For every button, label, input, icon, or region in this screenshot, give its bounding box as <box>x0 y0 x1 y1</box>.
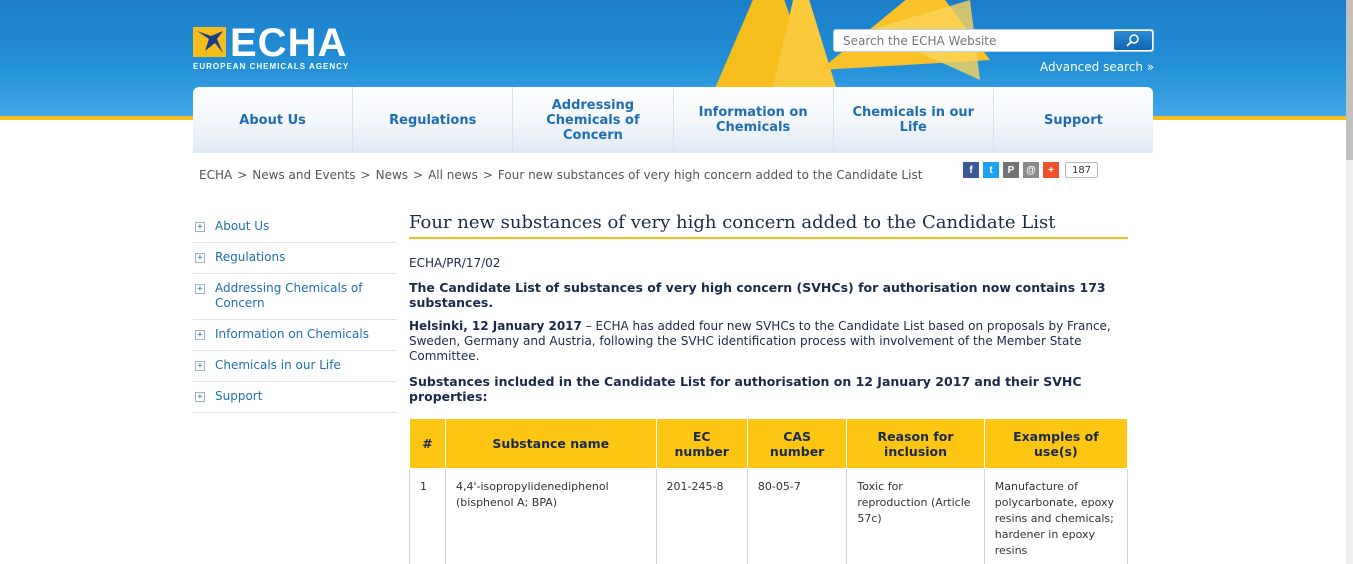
search-box <box>833 29 1154 52</box>
article-dateline: Helsinki, 12 January 2017 <box>409 319 582 333</box>
share-more-icon[interactable]: + <box>1043 162 1059 178</box>
sidebar-item-support[interactable] <box>193 382 397 413</box>
breadcrumb-separator: > <box>360 168 371 182</box>
cell-ec-number: 201-245-8 <box>656 469 747 564</box>
sidebar <box>193 212 397 413</box>
column-header-ec-number: EC number <box>656 419 747 469</box>
table-header-row <box>410 419 1128 469</box>
facebook-icon[interactable]: f <box>963 162 979 178</box>
email-icon[interactable]: @ <box>1023 162 1039 178</box>
table-row <box>410 469 1128 564</box>
advanced-search-link[interactable]: Advanced search » <box>1040 60 1155 74</box>
scrollbar-thumb[interactable] <box>1346 0 1353 160</box>
breadcrumb <box>199 168 922 182</box>
expand-plus-icon[interactable]: + <box>195 392 205 402</box>
share-bar <box>963 162 1098 178</box>
expand-plus-icon[interactable]: + <box>195 222 205 232</box>
sidebar-item-label: About Us <box>215 219 270 233</box>
echa-logo[interactable] <box>193 21 373 74</box>
main-nav <box>193 87 1153 153</box>
sidebar-item-about-us[interactable] <box>193 212 397 243</box>
cell-substance-name: 4,4'-isopropylidenediphenol (bisphenol A; BPA) <box>446 469 657 564</box>
search-button[interactable] <box>1114 31 1152 50</box>
sidebar-item-label: Information on Chemicals <box>215 327 369 341</box>
breadcrumb-current: Four new substances of very high concern added to the Candidate List <box>497 168 923 182</box>
column-header-reason: Reason for inclusion <box>847 419 984 469</box>
expand-plus-icon[interactable]: + <box>195 284 205 294</box>
twitter-icon[interactable]: t <box>983 162 999 178</box>
column-header-substance-name: Substance name <box>446 419 657 469</box>
cell-reason: Toxic for reproduction (Article 57c) <box>847 469 984 564</box>
article-lead: The Candidate List of substances of very high concern (SVHCs) for authorisation now contains 173 substances. <box>409 280 1106 310</box>
nav-information-on-chemicals[interactable]: Information on Chemicals <box>674 87 834 153</box>
breadcrumb-news[interactable]: News <box>375 168 409 182</box>
article-body-text: – ECHA has added four new SVHCs to the Candidate List based on proposals by France, Sweden, Germany and Austria, following the SVHC identification process with involvement of the Member State Committee. <box>409 319 1111 363</box>
cell-cas-number: 80-05-7 <box>747 469 846 564</box>
column-header-number: # <box>410 419 446 469</box>
column-header-cas-number: CAS number <box>747 419 846 469</box>
share-count: 187 <box>1065 162 1098 178</box>
breadcrumb-echa[interactable]: ECHA <box>199 168 233 182</box>
column-header-uses: Examples of use(s) <box>984 419 1127 469</box>
sidebar-item-information-on-chemicals[interactable] <box>193 320 397 351</box>
press-release-reference: ECHA/PR/17/02 <box>409 256 501 270</box>
nav-regulations[interactable]: Regulations <box>353 87 513 153</box>
logo-subtitle: EUROPEAN CHEMICALS AGENCY <box>193 62 350 71</box>
sidebar-item-chemicals-in-our-life[interactable] <box>193 351 397 382</box>
sidebar-item-label: Regulations <box>215 250 286 264</box>
page-title: Four new substances of very high concern added to the Candidate List <box>409 212 1128 239</box>
cell-number: 1 <box>410 469 446 564</box>
cell-uses: Manufacture of polycarbonate, epoxy resins and chemicals; hardener in epoxy resins <box>984 469 1127 564</box>
breadcrumb-separator: > <box>413 168 424 182</box>
search-input[interactable] <box>836 31 1112 50</box>
article <box>409 212 1128 564</box>
breadcrumb-news-and-events[interactable]: News and Events <box>252 168 356 182</box>
sidebar-item-label: Support <box>215 389 263 403</box>
breadcrumb-separator: > <box>237 168 248 182</box>
breadcrumb-all-news[interactable]: All news <box>428 168 478 182</box>
page-scrollbar[interactable] <box>1346 0 1353 564</box>
search-icon <box>1114 31 1152 50</box>
echa-star-icon <box>193 27 226 57</box>
nav-about-us[interactable]: About Us <box>193 87 353 153</box>
expand-plus-icon[interactable]: + <box>195 253 205 263</box>
table-heading: Substances included in the Candidate List for authorisation on 12 January 2017 and their SVHC properties: <box>409 374 1082 404</box>
nav-chemicals-in-our-life[interactable]: Chemicals in our Life <box>834 87 994 153</box>
article-body <box>409 319 1128 364</box>
substances-table <box>409 418 1128 564</box>
expand-plus-icon[interactable]: + <box>195 330 205 340</box>
sidebar-item-addressing-chemicals[interactable] <box>193 274 397 320</box>
logo-text: ECHA <box>230 21 348 65</box>
sidebar-item-label: Chemicals in our Life <box>215 358 341 372</box>
nav-addressing-chemicals[interactable]: Addressing Chemicals of Concern <box>513 87 673 153</box>
sidebar-item-regulations[interactable] <box>193 243 397 274</box>
sidebar-item-label: Addressing Chemicals of Concern <box>215 281 363 310</box>
breadcrumb-separator: > <box>482 168 493 182</box>
expand-plus-icon[interactable]: + <box>195 361 205 371</box>
print-icon[interactable]: P <box>1003 162 1019 178</box>
nav-support[interactable]: Support <box>1044 112 1103 128</box>
